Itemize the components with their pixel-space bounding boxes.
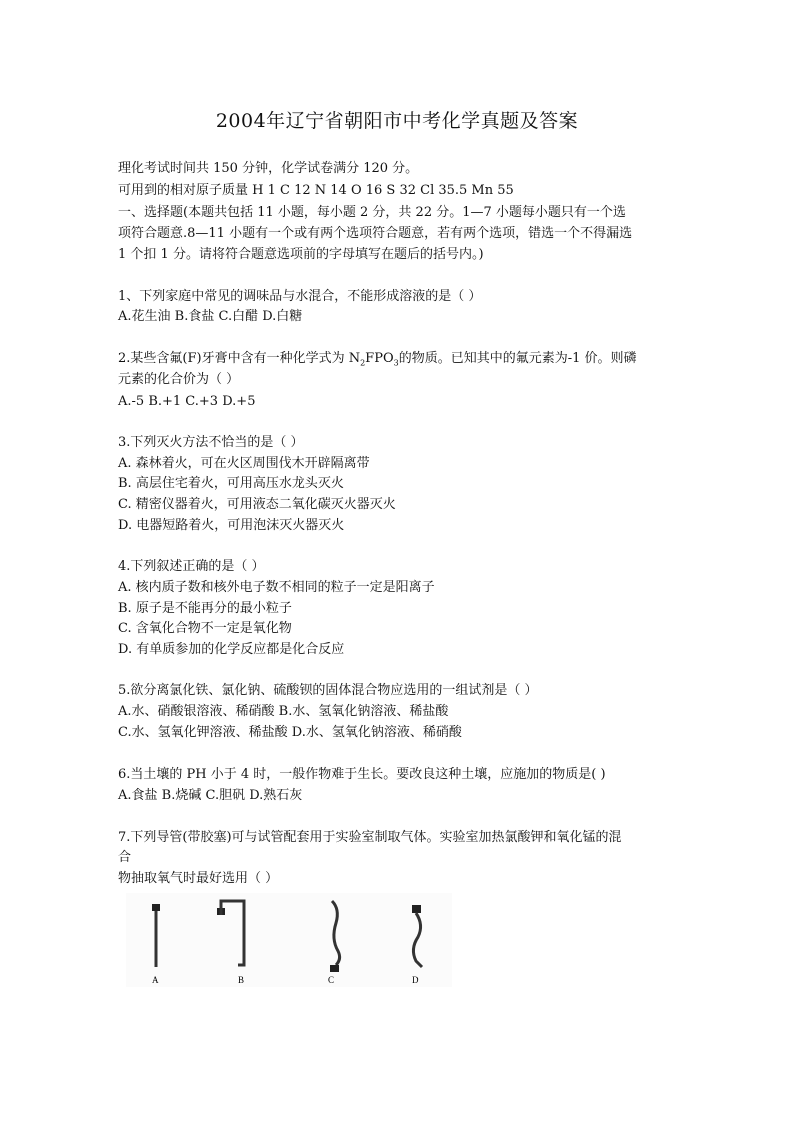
tube-label-d: D [412, 975, 419, 985]
q7-stem-line-3: 物抽取氧气时最好选用（ ） [118, 871, 279, 886]
figure-background [126, 893, 452, 987]
atomic-mass-line: 可用到的相对原子质量 H 1 C 12 N 14 O 16 S 32 Cl 35.5 Mn 55 [118, 183, 514, 198]
q2-stem-part-b: FPO [365, 351, 394, 366]
q5-options-cd: C.水、氢氧化钾溶液、稀盐酸 D.水、氢氧化钠溶液、稀硝酸 [118, 725, 462, 740]
q2-stem-line-2: 元素的化合价为（ ） [118, 372, 240, 387]
tube-label-c: C [328, 975, 335, 985]
q4-option-c: C. 含氧化合物不一定是氧化物 [118, 621, 292, 636]
q3-option-c: C. 精密仪器着火，可用液态二氧化碳灭火器灭火 [118, 497, 396, 512]
q3-option-b: B. 高层住宅着火，可用高压水龙头灭火 [118, 476, 344, 491]
q3-stem: 3.下列灭火方法不恰当的是（ ） [118, 435, 304, 450]
q2-subscript-1: 2 [360, 358, 366, 368]
q7-stem-line-2: 合 [118, 850, 132, 865]
q2-subscript-2: 3 [393, 358, 399, 368]
q1-stem: 1、下列家庭中常见的调味品与水混合，不能形成溶液的是（ ） [118, 289, 482, 304]
section-instructions-line-3: 1 个扣 1 分。请将符合题意选项前的字母填写在题后的括号内。) [118, 247, 484, 262]
tube-label-b: B [238, 975, 245, 985]
page-title: 2004年辽宁省朝阳市中考化学真题及答案 [215, 110, 579, 132]
q4-option-a: A. 核内质子数和核外电子数不相同的粒子一定是阳离子 [118, 580, 435, 595]
q1-options: A.花生油 B.食盐 C.白醋 D.白糖 [118, 309, 303, 324]
q4-stem: 4.下列叙述正确的是（ ） [118, 559, 265, 574]
section-instructions-line-2: 项符合题意.8—11 小题有一个或有两个选项符合题意，若有两个选项，错选一个不得漏选 [118, 226, 633, 241]
tube-c-stopper [330, 965, 339, 972]
q2-stem-part-c: 的物质。已知其中的氟元素为-1 价。则磷 [398, 351, 637, 366]
q5-options-ab: A.水、硝酸银溶液、稀硝酸 B.水、氢氧化钠溶液、稀盐酸 [118, 704, 449, 719]
tube-label-a: A [152, 975, 159, 985]
tube-d-stopper [412, 905, 421, 913]
q3-option-d: D. 电器短路着火，可用泡沫灭火器灭火 [118, 518, 345, 533]
q4-option-b: B. 原子是不能再分的最小粒子 [118, 601, 292, 616]
q7-stem-line-1: 7.下列导管(带胶塞)可与试管配套用于实验室制取气体。实验室加热氯酸钾和氧化锰的混 [118, 830, 622, 845]
q2-stem-part-a: 2.某些含氟(F)牙膏中含有一种化学式为 N [118, 351, 361, 366]
tube-a-stopper [152, 904, 160, 911]
q5-stem: 5.欲分离氯化铁、氯化钠、硫酸钡的固体混合物应选用的一组试剂是（ ） [118, 683, 538, 698]
q6-stem: 6.当土壤的 PH 小于 4 时，一般作物难于生长。要改良这种土壤，应施加的物质是( ) [118, 767, 606, 782]
q6-options: A.食盐 B.烧碱 C.胆矾 D.熟石灰 [118, 788, 303, 803]
q4-option-d: D. 有单质参加的化学反应都是化合反应 [118, 642, 345, 657]
exam-time-note: 理化考试时间共 150 分钟，化学试卷满分 120 分。 [118, 161, 419, 176]
delivery-tubes-figure [126, 893, 452, 987]
section-instructions-line-1: 一、选择题(本题共包括 11 小题，每小题 2 分，共 22 分。1—7 小题每小题只有一个选 [118, 205, 626, 220]
q3-option-a: A. 森林着火，可在火区周围伐木开辟隔离带 [118, 456, 370, 471]
q2-options: A.-5 B.+1 C.+3 D.+5 [118, 394, 256, 409]
